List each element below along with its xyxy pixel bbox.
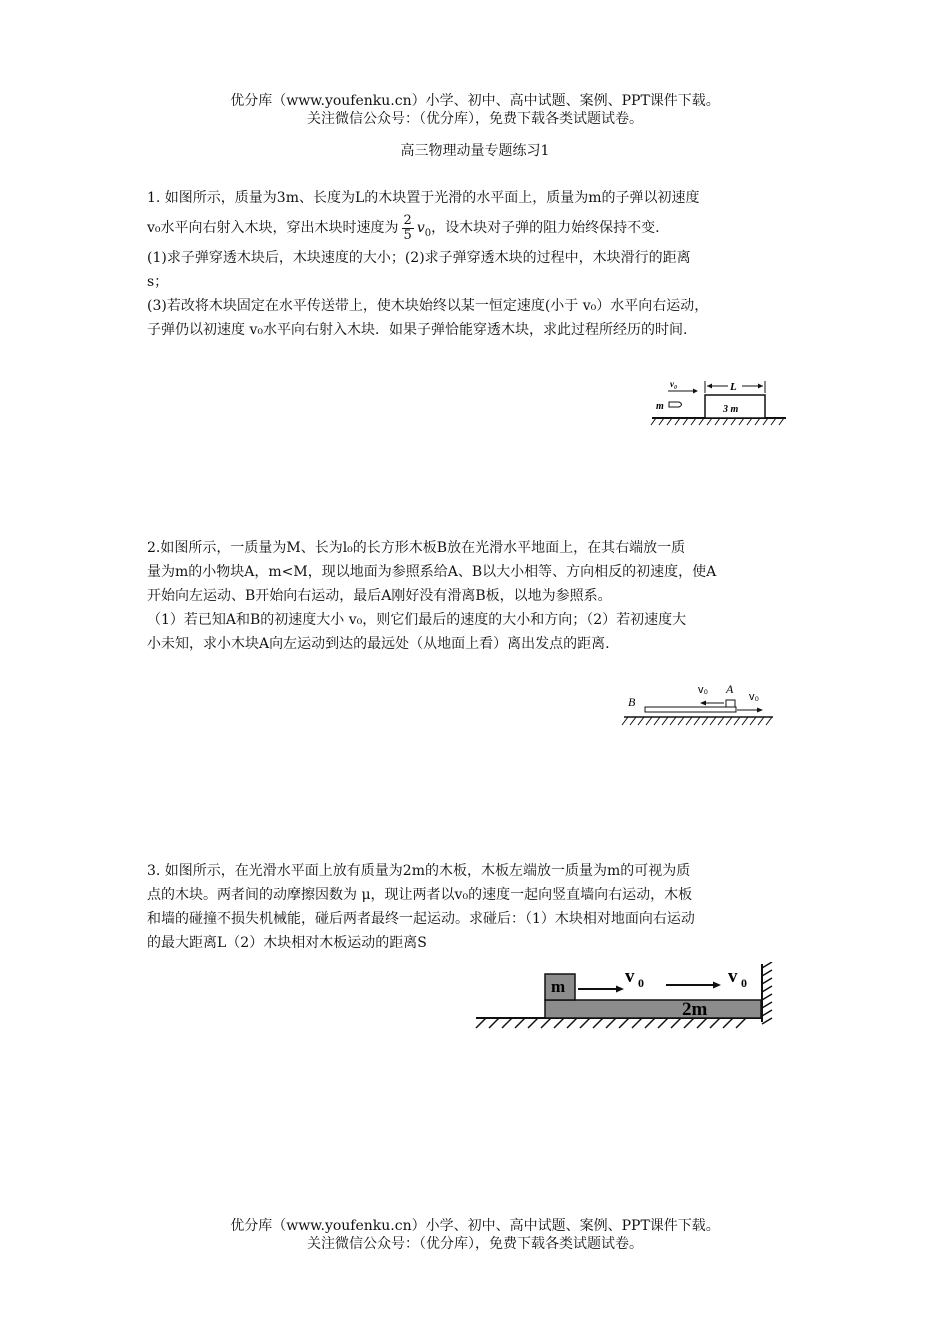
q1-line-2-a: v₀水平向右射入木块，穿出木块时速度为 [147, 220, 399, 236]
bullet-velocity-label: v₀ [670, 379, 678, 389]
ground-hatch [651, 418, 784, 425]
board-2m-label: 2m [682, 999, 708, 1020]
question-1 [147, 186, 815, 342]
q3-line-3: 和墙的碰撞不损失机械能，碰后两者最终一起运动。求碰后：（1）木块相对地面向右运动 [147, 911, 695, 927]
block-velocity-label: v [625, 966, 635, 987]
fraction-variable: v [416, 220, 425, 236]
footer-line-2: 关注微信公众号：（优分库），免费下载各类试题试卷。 [307, 1236, 643, 1252]
block-a [726, 700, 735, 707]
header-line-1: 优分库（www.youfenku.cn）小学、初中、高中试题、案例、PPT课件下载。 [230, 93, 720, 109]
q2-line-1: 2.如图所示，一质量为M、长为l₀的长方形木板B放在光滑水平地面上，在其右端放一质 [147, 540, 686, 556]
board-2m [545, 1000, 761, 1018]
q2-line-2: 量为m的小物块A，m<M，现以地面为参照系给A、B以大小相等、方向相反的初速度，使A [147, 564, 717, 580]
block-a-velocity-label: v₀ [698, 684, 709, 696]
q1-line-4: s； [147, 274, 169, 290]
bullet-mass-label: m [656, 401, 664, 412]
fraction-two-fifths [402, 214, 414, 243]
bullet-shape [669, 402, 682, 407]
q3-figure [472, 962, 784, 1032]
q3-line-4: 的最大距离L（2）木块相对木板运动的距离S [147, 935, 427, 951]
question-2 [147, 536, 815, 656]
block-a-label: A [726, 682, 734, 696]
fraction-variable-sub: 0 [424, 227, 432, 239]
block-mass-label: 3 m [723, 404, 739, 415]
header-line-2: 关注微信公众号：（优分库），免费下载各类试题试卷。 [307, 111, 643, 127]
board-b-velocity-label: v₀ [749, 691, 760, 703]
q2-line-5: 小未知，求小木块A向左运动到达的最远处（从地面上看）离出发点的距离. [147, 636, 610, 652]
question-3 [147, 859, 815, 955]
q1-figure [648, 375, 788, 427]
length-label: L [730, 381, 737, 393]
q2-figure [618, 680, 778, 732]
ground-hatch [622, 717, 772, 725]
q1-line-5: (3)若改将木块固定在水平传送带上，使木块始终以某一恒定速度(小于 v₀）水平向右运动， [147, 298, 709, 314]
q1-line-2-b: ，设木块对子弹的阻力始终保持不变. [431, 220, 660, 236]
fraction-denominator: 5 [403, 227, 412, 243]
q2-line-3: 开始向左运动、B开始向右运动，最后A刚好没有滑离B板，以地为参照系。 [147, 588, 612, 604]
q1-line-1: 1. 如图所示，质量为3m、长度为L的木块置于光滑的水平面上，质量为m的子弹以初速度 [147, 190, 700, 206]
block-velocity-sub: 0 [638, 976, 644, 990]
board-velocity-label: v [728, 966, 738, 987]
block-m-label: m [551, 977, 566, 996]
board-b-label: B [628, 695, 636, 709]
q2-line-4: （1）若已知A和B的初速度大小 v₀，则它们最后的速度的大小和方向；（2）若初速度大 [147, 612, 687, 628]
q1-line-6: 子弹仍以初速度 v₀水平向右射入木块．如果子弹恰能穿透木块，求此过程所经历的时间. [147, 322, 688, 338]
fraction-numerator: 2 [403, 212, 412, 228]
footer-line-1: 优分库（www.youfenku.cn）小学、初中、高中试题、案例、PPT课件下载。 [230, 1218, 720, 1234]
wall-hatch [762, 962, 772, 1024]
q1-line-3: (1)求子弹穿透木块后，木块速度的大小；(2)求子弹穿透木块的过程中，木块滑行的距离 [147, 250, 691, 266]
q3-line-1: 3. 如图所示，在光滑水平面上放有质量为2m的木板，木板左端放一质量为m的可视为质 [147, 863, 691, 879]
board-b [645, 707, 736, 712]
q3-line-2: 点的木块。两者间的动摩擦因数为 μ，现让两者以v₀的速度一起向竖直墙向右运动，木板 [147, 887, 693, 903]
page-title: 高三物理动量专题练习1 [400, 143, 550, 159]
q1-line-2 [147, 210, 815, 246]
board-velocity-sub: 0 [741, 976, 747, 990]
